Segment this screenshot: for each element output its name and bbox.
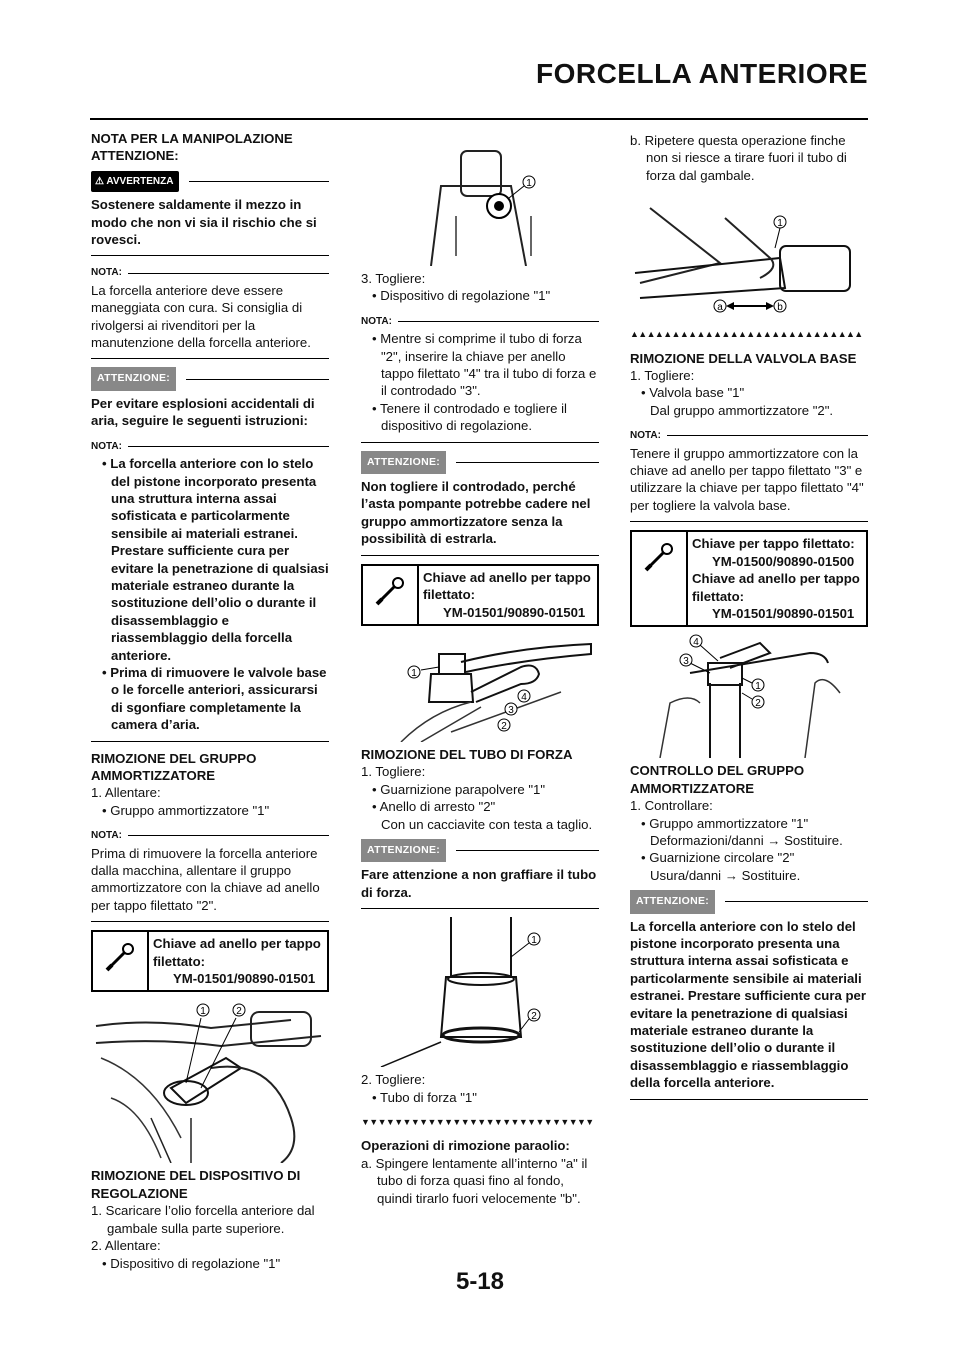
special-tool-box: [361, 564, 599, 626]
svg-text:2: 2: [236, 1006, 242, 1018]
svg-text:2: 2: [755, 698, 761, 710]
step-item: • Guarnizione parapolvere "1": [372, 781, 546, 797]
attention-text: Fare attenzione a non graffiare il tubo di forza.: [361, 867, 597, 900]
tool-name: Chiave ad anello per tappo filettato:: [153, 936, 321, 969]
step-item-note: Deformazioni/danni → Sostituire.: [650, 832, 843, 848]
tool-name: Chiave ad anello per tappo filettato:: [692, 571, 860, 604]
step: 1. Togliere:: [630, 368, 695, 384]
heading-tube: RIMOZIONE DEL TUBO DI FORZA: [361, 746, 573, 762]
svg-text:2: 2: [501, 720, 507, 732]
fork-tube-figure: [361, 917, 599, 1067]
svg-text:1: 1: [777, 218, 783, 230]
warning-icon: ⚠: [95, 175, 104, 187]
note-bullet: • Mentre si comprime il tubo di forza "2", inserire la chiave per anello tappo filettato "4" tra il tubo di forza e il controdado "3".: [372, 331, 597, 399]
step-item-note: Dal gruppo ammortizzatore "2".: [650, 402, 834, 418]
step: a. Spingere lentamente all’interno "a" il tubo di forza quasi fino al fondo, quindi tirarlo fuori velocemente "b".: [361, 1155, 588, 1206]
tool-part-number: YM-01500/90890-01500: [712, 553, 855, 569]
attention-text: Non togliere il controdado, perché l’asta pompante potrebbe cadere nel gruppo ammortizzatore senza la possibilità di estrarla.: [361, 479, 591, 547]
special-tool-box: [91, 930, 329, 992]
tool-name: Chiave ad anello per tappo filettato:: [423, 569, 591, 603]
note-header: NOTA:: [630, 427, 868, 444]
attention-header: ATTENZIONE:: [361, 451, 599, 474]
column-2: [361, 142, 599, 1207]
heading-valve: RIMOZIONE DELLA VALVOLA BASE: [630, 350, 857, 366]
heading-adjuster: RIMOZIONE DEL DISPOSITIVO DI REGOLAZIONE: [91, 1168, 301, 1201]
locknut-wrench-figure: [361, 632, 599, 742]
svg-text:a: a: [717, 302, 723, 314]
step: b. Ripetere questa operazione finche non si riesce a tirare fuori il tubo di forza dal gambale.: [630, 133, 847, 183]
base-valve-figure: [630, 633, 868, 758]
handlebar-adjuster-figure: [91, 998, 329, 1163]
column-1: [91, 130, 329, 1272]
tool-part-number: YM-01501/90890-01501: [443, 604, 586, 620]
wrench-icon: [363, 566, 419, 624]
warning-badge: ⚠ AVVERTENZA: [91, 171, 179, 192]
step-item: • Gruppo ammortizzatore "1": [102, 802, 270, 818]
step: 1. Togliere:: [361, 764, 426, 780]
svg-text:1: 1: [411, 667, 417, 679]
note-header: NOTA:: [91, 438, 329, 455]
step: 2. Allentare:: [91, 1238, 161, 1254]
attention-text: Per evitare esplosioni accidentali di aria, seguire le seguenti istruzioni:: [91, 395, 315, 429]
attention-text: La forcella anteriore con lo stelo del pistone incorporato presenta una struttura interna assai sofisticata e particolarmente sensibile ai materiali estranei. Prestare sufficiente cura per evitare la penetrazione di qualsiasi materiale estraneo durante la sostituzione dell’olio o durante il disassemblaggio e riassemblaggio della forcella anteriore.: [630, 918, 867, 1091]
note-text: Prima di rimuovere la forcella anteriore dalla macchina, allentare il gruppo ammortizzatore con la chiave ad anello per tappo filettato "2".: [91, 845, 320, 913]
step-item-note: Usura/danni → Sostituire.: [650, 867, 801, 883]
note-bullet: • Tenere il controdado e togliere il dispositivo di regolazione.: [372, 400, 567, 434]
note-header: NOTA:: [91, 827, 329, 844]
page-number: 5-18: [455, 1268, 505, 1295]
note-text: Tenere il gruppo ammortizzatore con la chiave ad anello per tappo filettato "3" e utilizzare la chiave per tappo filettato "4" per togliere la valvola base.: [630, 445, 864, 513]
warning-text: Sostenere saldamente il mezzo in modo che non vi sia il rischio che si rovesci.: [91, 197, 317, 248]
step: 1. Controllare:: [630, 798, 713, 814]
svg-text:2: 2: [531, 1011, 537, 1023]
note-header: NOTA:: [91, 264, 329, 281]
tool-part-number: YM-01501/90890-01501: [712, 605, 855, 621]
tool-part-number: YM-01501/90890-01501: [173, 971, 316, 987]
svg-text:4: 4: [521, 691, 527, 703]
step-item: • Guarnizione circolare "2": [641, 850, 795, 866]
triangle-row-down: ▼▼▼▼▼▼▼▼▼▼▼▼▼▼▼▼▼▼▼▼▼▼▼▼▼▼▼▼: [361, 1116, 594, 1127]
triangle-row-up: ▲▲▲▲▲▲▲▲▲▲▲▲▲▲▲▲▲▲▲▲▲▲▲▲▲▲▲▲: [630, 329, 863, 340]
svg-text:1: 1: [200, 1006, 206, 1018]
step-item: • Tubo di forza "1": [372, 1089, 477, 1105]
warning-header: [91, 171, 329, 192]
step-item: • Dispositivo di regolazione "1": [102, 1255, 281, 1271]
step: 3. Togliere:: [361, 271, 426, 286]
svg-text:1: 1: [531, 935, 537, 947]
note-bullet: • Prima di rimuovere le valvole base o le forcelle anteriori, assicurarsi di sgonfiare completamente la camera d’aria.: [102, 664, 327, 733]
note-bullet: • La forcella anteriore con lo stelo del pistone incorporato presenta una struttura interna assai sofisticata e particolarmente sensibile ai materiali estranei. Prestare sufficiente cura per evitare la penetrazione di qualsiasi materiale estraneo durante la sostituzione dell’olio o durante il disassemblaggio e riassemblaggio della forcella anteriore.: [102, 456, 329, 663]
attention-header: ATTENZIONE:: [91, 367, 329, 390]
pulling-tube-figure: [630, 188, 868, 318]
svg-text:1: 1: [755, 681, 761, 693]
wrench-icon: [632, 532, 688, 625]
svg-text:3: 3: [683, 656, 689, 668]
page-title: FORCELLA ANTERIORE: [535, 58, 868, 89]
svg-text:1: 1: [526, 178, 532, 189]
header-rule: [90, 118, 868, 120]
attention-header: ATTENZIONE:: [630, 890, 868, 913]
step: 1. Allentare:: [91, 785, 161, 801]
special-tool-box: [630, 530, 868, 627]
step-item: • Anello di arresto "2": [372, 799, 496, 815]
step: 1. Scaricare l’olio forcella anteriore dal gambale sulla parte superiore.: [91, 1203, 315, 1236]
step-item-note: Con un cacciavite con testa a taglio.: [381, 816, 593, 832]
adjuster-figure: [361, 146, 599, 266]
heading-check: CONTROLLO DEL GRUPPO AMMORTIZZATORE: [630, 763, 805, 796]
column-3: [630, 132, 868, 1108]
heading-handling: NOTA PER LA MANIPOLAZIONE ATTENZIONE:: [91, 131, 293, 164]
svg-text:b: b: [777, 302, 783, 314]
heading-seal: Operazioni di rimozione paraolio:: [361, 1138, 570, 1154]
step-item: • Valvola base "1": [641, 385, 745, 401]
step: 2. Togliere:: [361, 1072, 426, 1088]
note-header: NOTA:: [361, 313, 599, 330]
svg-text:4: 4: [693, 637, 699, 649]
tool-name: Chiave per tappo filettato:: [692, 536, 855, 552]
attention-header: ATTENZIONE:: [361, 839, 599, 862]
svg-text:3: 3: [508, 704, 514, 716]
note-text: La forcella anteriore deve essere maneggiata con cura. Si consiglia di rivolgersi ai rivenditori per la manutenzione della forcella anteriore.: [91, 282, 311, 351]
wrench-icon: [93, 932, 149, 990]
heading-damper: RIMOZIONE DEL GRUPPO AMMORTIZZATORE: [91, 750, 257, 783]
step-item: • Dispositivo di regolazione "1": [372, 288, 551, 304]
step-item: • Gruppo ammortizzatore "1": [641, 815, 809, 831]
